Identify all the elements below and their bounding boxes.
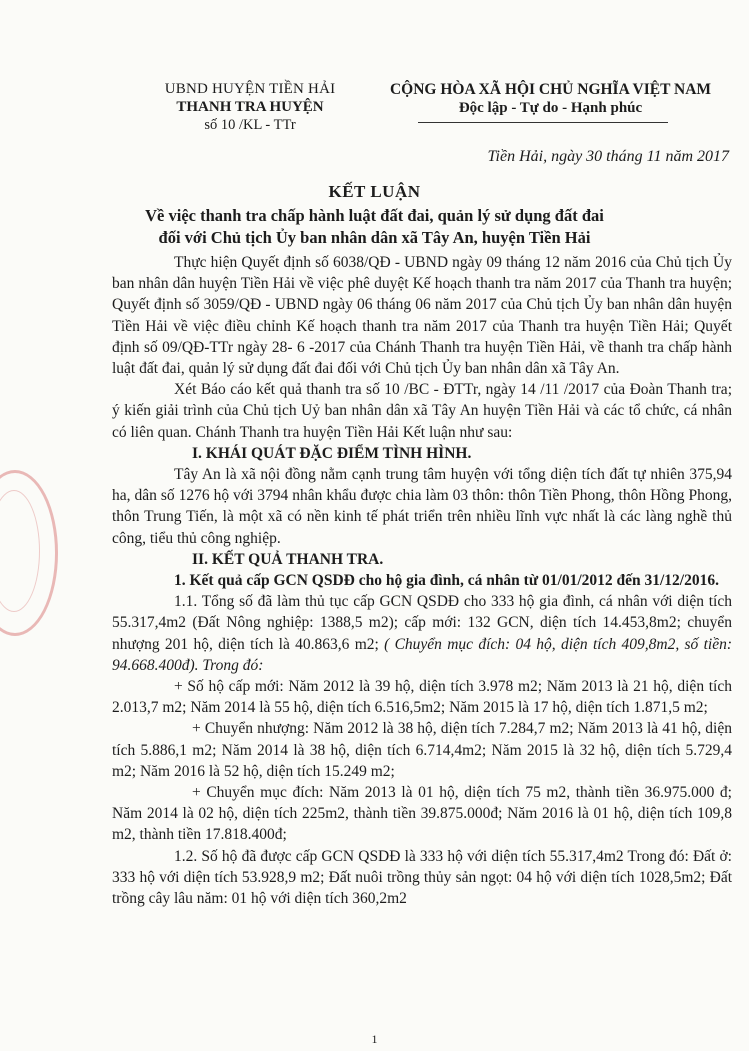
issuer-block — [150, 80, 350, 134]
section-heading-1: I. KHÁI QUÁT ĐẶC ĐIỂM TÌNH HÌNH. — [192, 444, 472, 462]
document-title: KẾT LUẬN — [328, 182, 421, 201]
paragraph-1-1-italic: ( Chuyển mục đích: 04 hộ, diện tích 409,8m2, số tiền: 94.668.400đ). Trong đó: — [112, 635, 732, 674]
section-heading-2: II. KẾT QUẢ THANH TRA. — [192, 550, 384, 568]
paragraph-review: Xét Báo cáo kết quả thanh tra số 10 /BC - ĐTTr, ngày 14 /11 /2017 của Đoàn Thanh tra; ý kiến giải trình của Chủ tịch Uỷ ban nhân dân xã Tây An huyện Tiền Hải và các tổ chức, cá nhân có liên quan. Chánh Thanh tra huyện Tiền Hải Kết luận như sau: — [112, 381, 732, 441]
paragraph-1-2: 1.2. Số hộ đã được cấp GCN QSDĐ là 333 hộ với diện tích 55.317,4m2 Trong đó: Đất ở: 333 hộ với diện tích 53.928,9 m2; Đất nuôi trồng thủy sản ngọt: 04 hộ với diện tích 1028,5m2; Đất trồng cây lâu năm: 01 hộ với diện tích 360,2m2 — [112, 847, 732, 908]
page-number: 1 — [371, 1032, 378, 1046]
paragraph-transfer: + Chuyển nhượng: Năm 2012 là 38 hộ, diện tích 7.284,7 m2; Năm 2013 là 41 hộ, diện tích 5.886,1 m2; Năm 2014 là 38 hộ, diện tích 6.714,4m2; Năm 2015 là 32 hộ, diện tích 5.729,4 m2; Năm 2016 là 52 hộ, diện tích 15.249 m2; — [112, 720, 732, 780]
motto-underline — [418, 122, 668, 123]
document-number: số 10 /KL - TTr — [204, 117, 296, 133]
paragraph-1-1-text: 1.1. Tổng số đã làm thủ tục cấp GCN QSDĐ cho 333 hộ gia đình, cá nhân với diện tích 55.317,4m2 (Đất Nông nghiệp: 1388,5 m2); cấp mới: 132 GCN, diện tích 14.453,8m2; chuyển nhượng 201 hộ, diện tích là 40.863,6 m2; — [112, 593, 732, 653]
paragraph-new-issuance: + Số hộ cấp mới: Năm 2012 là 39 hộ, diện tích 3.978 m2; Năm 2013 là 21 hộ, diện tích 2.013,7 m2; Năm 2014 là 55 hộ, diện tích 6.516,5m2; Năm 2015 là 17 hộ, diện tích 1.871,5 m2; — [112, 678, 732, 717]
nation-title: CỘNG HÒA XÃ HỘI CHỦ NGHĨA VIỆT NAM — [389, 81, 712, 98]
document-body — [112, 252, 732, 909]
paragraph-1-1 — [112, 591, 732, 676]
document-subject-line1: Về việc thanh tra chấp hành luật đất đai, quản lý sử dụng đất đai — [145, 206, 604, 225]
nation-block — [368, 80, 733, 118]
paragraph-overview: Tây An là xã nội đồng nằm cạnh trung tâm huyện với tổng diện tích đất tự nhiên 375,94 ha, dân số 1276 hộ với 3794 nhân khẩu được chia làm 03 thôn: thôn Tiền Phong, thôn Hồng Phong, thôn Trung Tiến, là một xã có nền kinh tế phát triển trên nhiều lĩnh vực nhất là các làng nghề thủ công, tiểu thủ công nghiệp. — [112, 466, 732, 547]
issuer-dept: THANH TRA HUYỆN — [176, 99, 324, 115]
issuer-org: UBND HUYỆN TIỀN HẢI — [164, 81, 336, 97]
subsection-heading-1: 1. Kết quả cấp GCN QSDĐ cho hộ gia đình, cá nhân từ 01/01/2012 đến 31/12/2016. — [174, 572, 719, 590]
paragraph-purpose-change: + Chuyển mục đích: Năm 2013 là 01 hộ, diện tích 75 m2, thành tiền 36.975.000 đ; Năm 2014 là 02 hộ, diện tích 225m2, thành tiền 39.875.000đ; Năm 2016 là 01 hộ, diện tích 109,8 m2, thành tiền 17.818.400đ; — [112, 784, 732, 844]
date-line: Tiền Hải, ngày 30 tháng 11 năm 2017 — [487, 148, 729, 165]
document-subject-line2: đối với Chủ tịch Ủy ban nhân dân xã Tây An, huyện Tiền Hải — [158, 228, 591, 247]
paragraph-basis: Thực hiện Quyết định số 6038/QĐ - UBND ngày 09 tháng 12 năm 2016 của Chủ tịch Ủy ban nhân dân huyện Tiền Hải về việc phê duyệt Kế hoạch thanh tra năm 2017 của Thanh tra huyện; Quyết định số 3059/QĐ - UBND ngày 06 tháng 06 năm 2017 của Chủ tịch Ủy ban nhân dân huyện Tiền Hải về việc điều chỉnh Kế hoạch thanh tra năm 2017 của Thanh tra huyện Tiền Hải; Quyết định số 09/QĐ-TTr ngày 28- 6 -2017 của Chánh Thanh tra huyện Tiền Hải, về thanh tra chấp hành luật đất đai, quản lý sử dụng đất đai đối với Chủ tịch Ủy ban nhân dân xã Tây An. — [112, 254, 732, 378]
nation-motto: Độc lập - Tự do - Hạnh phúc — [458, 100, 643, 116]
